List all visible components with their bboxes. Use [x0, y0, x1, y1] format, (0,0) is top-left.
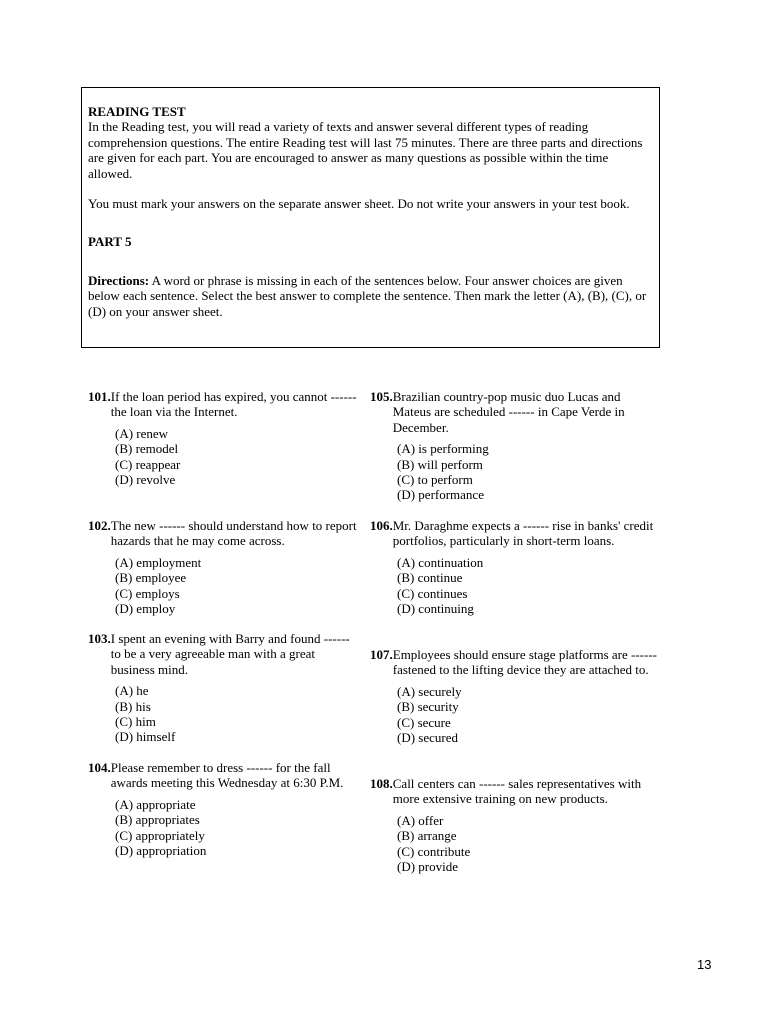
- question-number: 102.: [88, 518, 111, 533]
- instructions-box: [81, 87, 660, 348]
- question-number: 101.: [88, 389, 111, 404]
- answer-choice: (A) is performing: [397, 441, 489, 457]
- answer-choice: (D) appropriation: [115, 843, 207, 859]
- answer-choice: (D) performance: [397, 487, 484, 503]
- answer-choice: (B) his: [115, 698, 151, 714]
- question-107: [370, 647, 662, 745]
- answer-choice: (C) to perform: [397, 472, 473, 488]
- answer-choice: (D) continuing: [397, 601, 474, 617]
- answer-choice: (D) revolve: [115, 472, 176, 488]
- answer-choice: (C) appropriately: [115, 827, 205, 843]
- question-text: If the loan period has expired, you cannot ------ the loan via the Internet.: [110, 389, 357, 420]
- directions-label: Directions:: [88, 272, 150, 288]
- question-101: [88, 389, 358, 487]
- answer-choice: (A) offer: [397, 812, 444, 828]
- question-text: Mr. Daraghme expects a ------ rise in banks' credit portfolios, particularly in short-term loans.: [392, 518, 654, 549]
- intro-paragraph: In the Reading test, you will read a variety of texts and answer several different types of reading comprehension questions. The entire Reading test will last 75 minutes. There are three parts and directions are given for each part. You are encouraged to answer as many questions as possible within the time allowed.: [88, 119, 643, 181]
- question-106: [370, 518, 662, 616]
- answer-choice: (D) himself: [115, 729, 176, 745]
- question-text: Please remember to dress ------ for the fall awards meeting this Wednesday at 6:30 P.M.: [110, 760, 344, 791]
- question-105: [370, 389, 662, 503]
- question-103: [88, 631, 358, 745]
- question-number: 103.: [88, 631, 111, 646]
- answer-choice: (C) contribute: [397, 843, 471, 859]
- answer-choice: (C) employs: [115, 585, 180, 601]
- answer-choice: (B) arrange: [397, 828, 457, 844]
- question-102: [88, 518, 358, 616]
- answer-choice: (B) will perform: [397, 456, 483, 472]
- answer-choice: (D) employ: [115, 601, 176, 617]
- answer-choice: (A) employment: [115, 554, 202, 570]
- answer-choice: (A) continuation: [397, 554, 484, 570]
- answer-choice: (A) appropriate: [115, 796, 196, 812]
- directions: [88, 273, 649, 319]
- answer-choice: (B) remodel: [115, 441, 179, 457]
- answer-choice: (C) secure: [397, 714, 451, 730]
- answer-choice: (C) him: [115, 714, 156, 730]
- answer-choice: (B) continue: [397, 570, 463, 586]
- answer-choice: (B) appropriates: [115, 812, 200, 828]
- answer-choice: (A) he: [115, 683, 149, 699]
- question-text: Call centers can ------ sales representatives with more extensive training on new products.: [392, 776, 642, 807]
- question-number: 104.: [88, 760, 111, 775]
- answer-choice: (B) security: [397, 699, 459, 715]
- answer-choice: (D) secured: [397, 730, 458, 746]
- answer-sheet-note: You must mark your answers on the separate answer sheet. Do not write your answers in your test book.: [88, 196, 630, 212]
- answer-choice: (A) securely: [397, 683, 462, 699]
- question-number: 108.: [370, 776, 393, 791]
- part-title: PART 5: [88, 234, 132, 250]
- question-text: I spent an evening with Barry and found ------ to be a very agreeable man with a great business mind.: [110, 631, 350, 677]
- test-heading: READING TEST: [88, 104, 186, 119]
- question-text: Employees should ensure stage platforms are ------ fastened to the lifting device they are attached to.: [392, 647, 657, 678]
- answer-choice: (D) provide: [397, 859, 459, 875]
- answer-choice: (A) renew: [115, 425, 169, 441]
- question-text: The new ------ should understand how to report hazards that he may come across.: [110, 518, 357, 549]
- question-104: [88, 760, 358, 858]
- question-number: 107.: [370, 647, 393, 662]
- answer-choice: (C) continues: [397, 585, 468, 601]
- page-number: 13: [697, 957, 712, 972]
- question-108: [370, 776, 662, 874]
- question-number: 105.: [370, 389, 393, 404]
- question-number: 106.: [370, 518, 393, 533]
- answer-choice: (B) employee: [115, 570, 187, 586]
- question-text: Brazilian country-pop music duo Lucas and Mateus are scheduled ------ in Cape Verde in December.: [392, 389, 625, 435]
- answer-choice: (C) reappear: [115, 456, 181, 472]
- directions-text: A word or phrase is missing in each of the sentences below. Four answer choices are given below each sentence. Select the best answer to complete the sentence. Then mark the letter (A), (B), (C), or (D) on your answer sheet.: [88, 272, 647, 319]
